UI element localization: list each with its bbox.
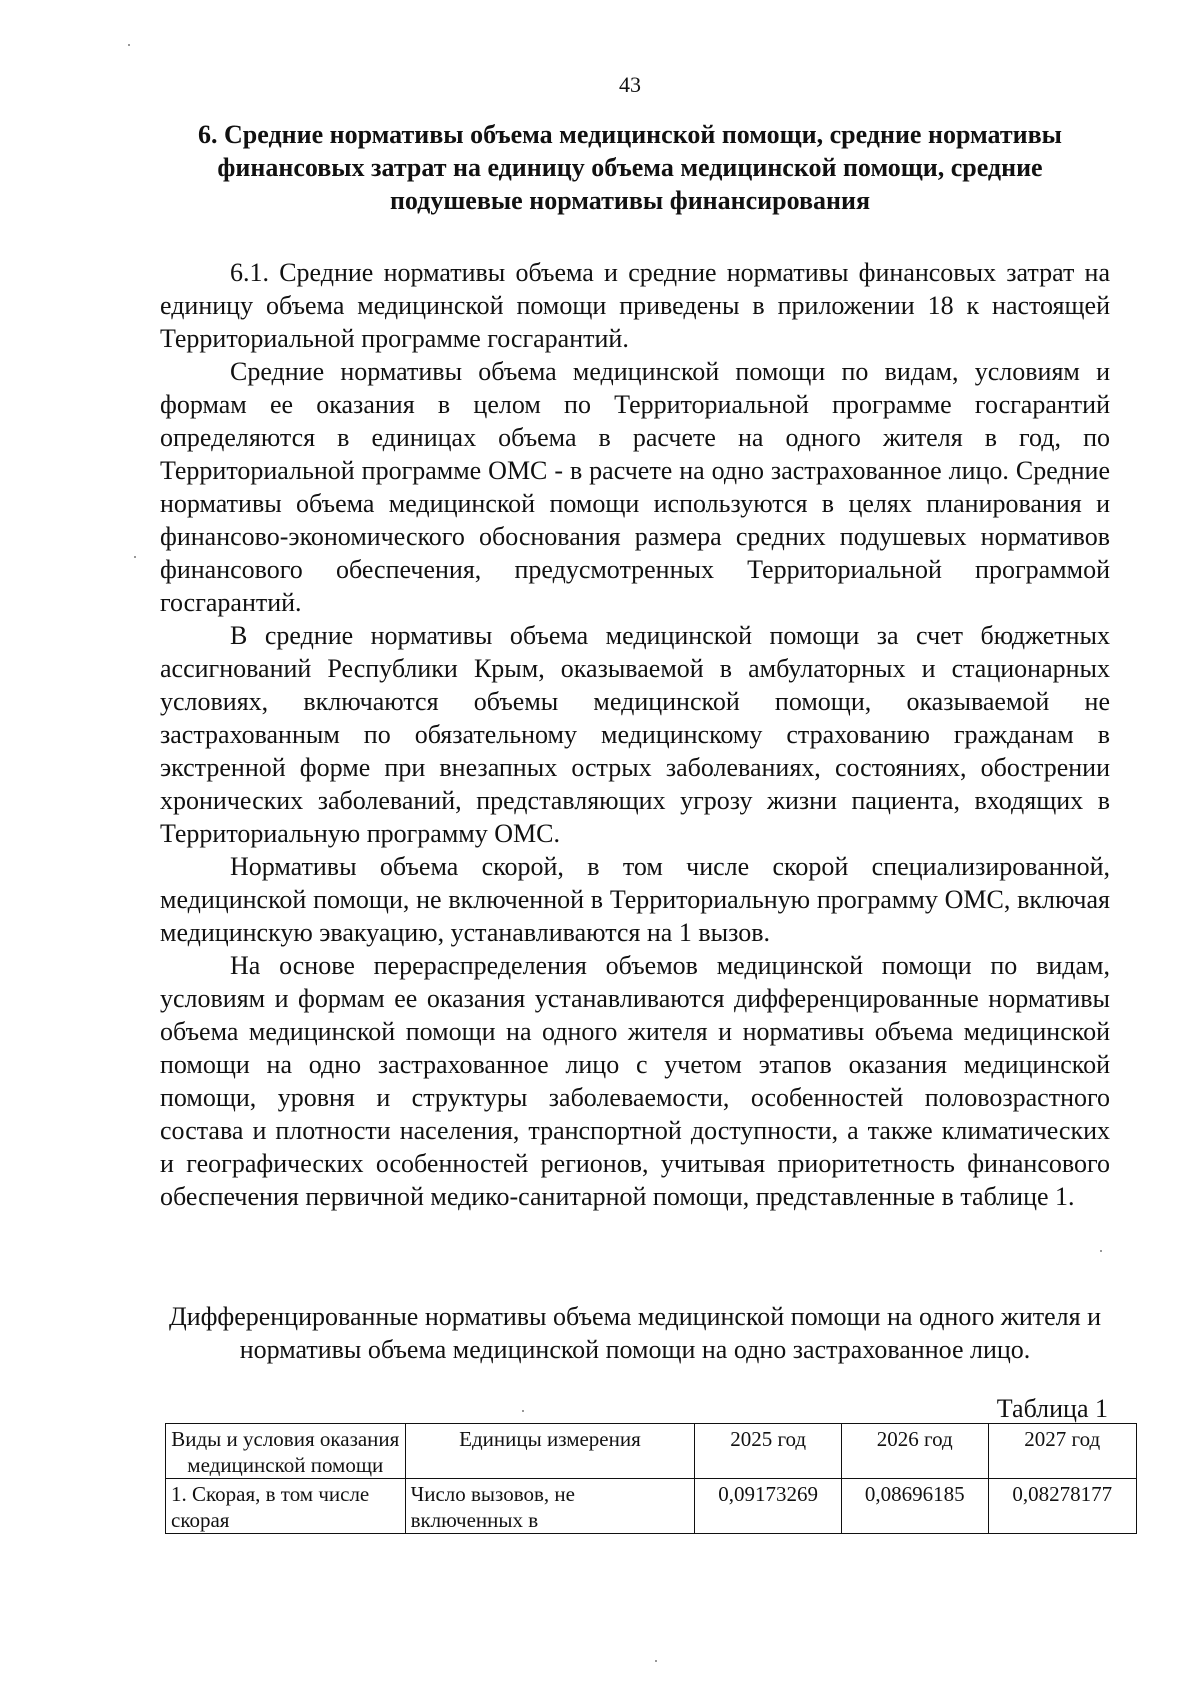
page-number: 43 bbox=[619, 72, 641, 97]
header-cell: 2026 год bbox=[841, 1424, 988, 1479]
table-caption: Дифференцированные нормативы объема медицинской помощи на одного жителя и нормативы объема медицинской помощи на одно застрахованное лицо. bbox=[169, 1302, 1101, 1364]
scan-speck bbox=[522, 1410, 524, 1412]
paragraph: В средние нормативы объема медицинской помощи за счет бюджетных ассигнований Республики Крым, оказываемой в амбулаторных и стационарных условиях, включаются объемы медицинской помощи, оказываемой не застрахованным по обязательному медицинскому страхованию гражданам в экстренной форме при внезапных острых заболеваниях, состояниях, обострении хронических заболеваний, представляющих угрозу жизни пациента, входящих в Территориальную программу ОМС. bbox=[160, 621, 1110, 848]
table-label: Таблица 1 bbox=[996, 1394, 1108, 1423]
table-cell: Число вызовов, не включенных в bbox=[405, 1479, 695, 1534]
table-header-row bbox=[166, 1424, 1137, 1479]
scan-speck bbox=[128, 44, 130, 46]
body-text bbox=[160, 256, 1110, 1213]
table-cell: 0,08278177 bbox=[988, 1479, 1136, 1534]
norms-table bbox=[165, 1423, 1137, 1534]
paragraph: На основе перераспределения объемов медицинской помощи по видам, условиям и формам ее оказания устанавливаются дифференцированные нормативы объема медицинской помощи на одного жителя и нормативы объема медицинской помощи на одно застрахованное лицо с учетом этапов оказания медицинской помощи, уровня и структуры заболеваемости, особенностей половозрастного состава и плотности населения, транспортной доступности, а также климатических и географических особенностей регионов, учитывая приоритетность финансового обеспечения первичной медико-санитарной помощи, представленные в таблице 1. bbox=[160, 951, 1110, 1211]
header-cell: 2027 год bbox=[988, 1424, 1136, 1479]
header-cell: 2025 год bbox=[695, 1424, 842, 1479]
header-cell: Виды и условия оказания медицинской помощи bbox=[166, 1424, 406, 1479]
header-cell: Единицы измерения bbox=[405, 1424, 695, 1479]
scan-speck bbox=[655, 1660, 657, 1662]
table-cell: 1. Скорая, в том числе скорая bbox=[166, 1479, 406, 1534]
paragraph: Нормативы объема скорой, в том числе скорой специализированной, медицинской помощи, не включенной в Территориальную программу ОМС, включая медицинскую эвакуацию, устанавливаются на 1 вызов. bbox=[160, 852, 1110, 947]
scan-speck bbox=[134, 556, 136, 558]
table-row bbox=[166, 1479, 1137, 1534]
section-heading: 6. Средние нормативы объема медицинской помощи, средние нормативы финансовых затрат на единицу объема медицинской помощи, средние подушевые нормативы финансирования bbox=[198, 120, 1062, 215]
paragraph: Средние нормативы объема медицинской помощи по видам, условиям и формам ее оказания в целом по Территориальной программе госгарантий определяются в единицах объема в расчете на одного жителя в год, по Территориальной программе ОМС - в расчете на одно застрахованное лицо. Средние нормативы объема медицинской помощи используются в целях планирования и финансово-экономического обоснования размера средних подушевых нормативов финансового обеспечения, предусмотренных Территориальной программой госгарантий. bbox=[160, 357, 1110, 617]
scan-speck bbox=[1100, 1250, 1102, 1252]
table-cell: 0,09173269 bbox=[695, 1479, 842, 1534]
table-cell: 0,08696185 bbox=[841, 1479, 988, 1534]
paragraph: 6.1. Средние нормативы объема и средние нормативы финансовых затрат на единицу объема медицинской помощи приведены в приложении 18 к настоящей Территориальной программе госгарантий. bbox=[160, 258, 1110, 353]
